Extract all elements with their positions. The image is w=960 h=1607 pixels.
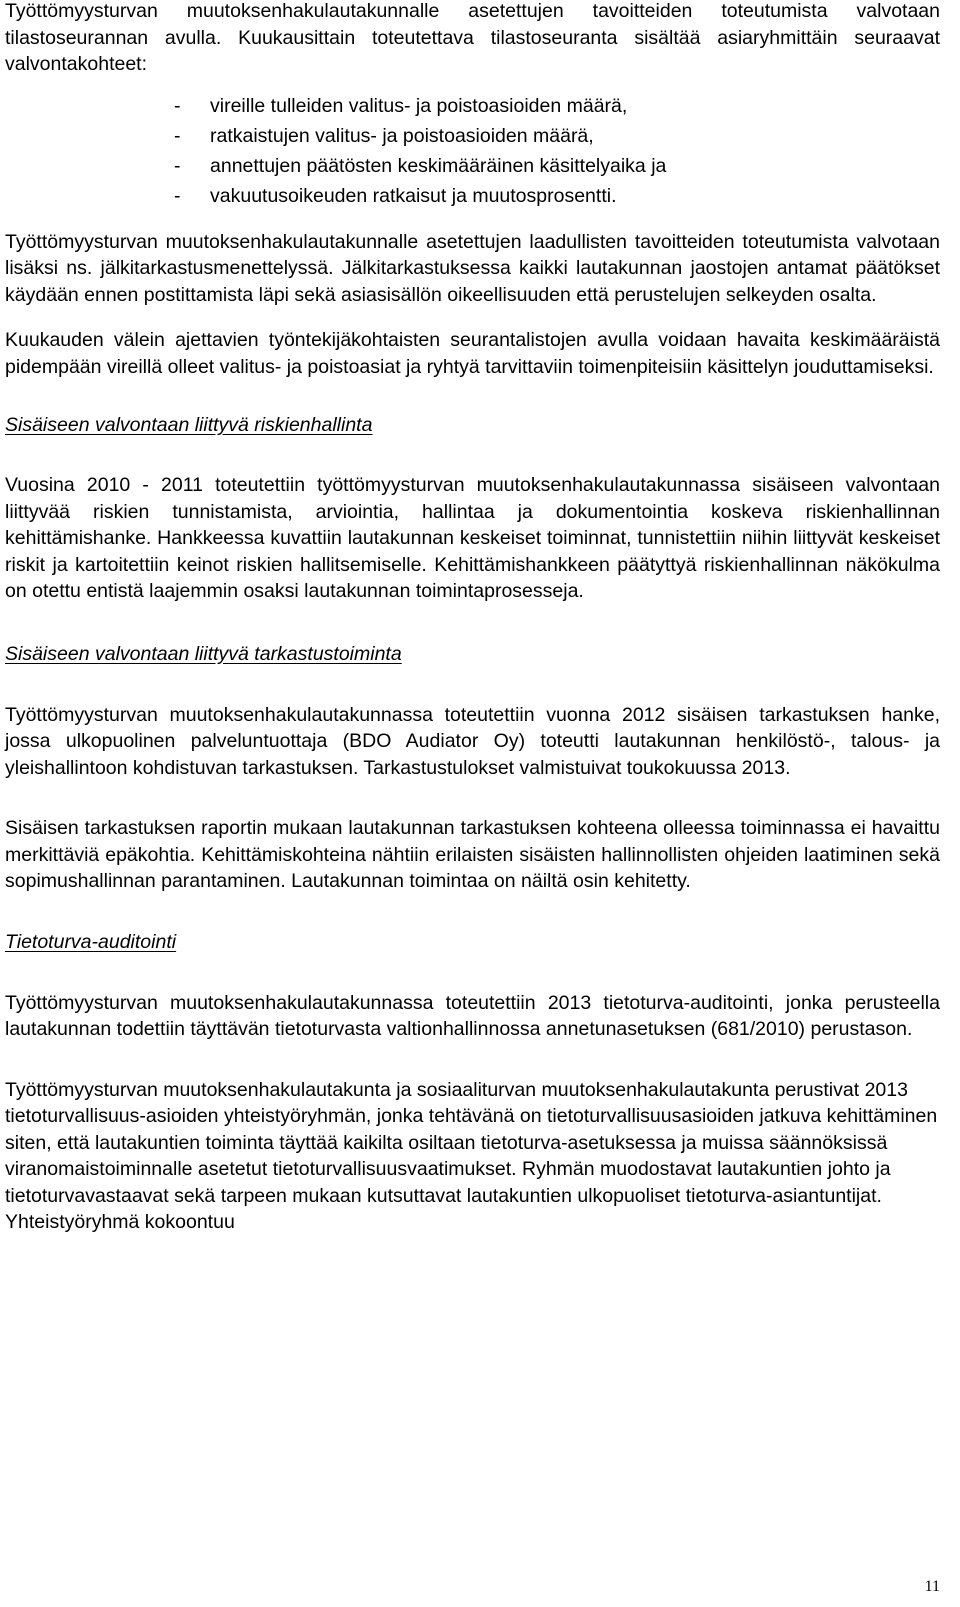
paragraph-statistics-monitoring: Työttömyysturvan muutoksenhakulautakunnalle asetettujen tavoitteiden toteutumista valvotaan tilastoseurannan avulla. Kuukausittain toteutettava tilastoseuranta sisältää asiaryhmittäin seuraavat valvontakohteet: (5, 0, 940, 75)
paragraph-security-working-group: Työttömyysturvan muutoksenhakulautakunta ja sosiaaliturvan muutoksenhakulautakunta perustivat 2013 tietoturvallisuus-asioiden yhteistyöryhmän, jonka tehtävänä on tietoturvallisuusasioiden jatkuva kehittäminen siten, että lautakuntien toiminta täyttää kaikilta osiltaan tietoturva-asetuksessa ja muissa säännöksissä viranomaistoiminnalle asetetut tietoturvallisuusvaatimukset. Ryhmän muodostavat lautakuntien johto ja tietoturvavastaavat sekä tarpeen mukaan kutsuttavat lautakuntien ulkopuoliset tietoturva-asiantuntijat. Yhteistyöryhmä kokoontuu (5, 1078, 938, 1233)
list-item: - ratkaistujen valitus- ja poistoasioiden määrä, (170, 121, 940, 151)
paragraph-audit-report: Sisäisen tarkastuksen raportin mukaan lautakunnan tarkastuksen kohteena olleessa toiminnassa ei havaittu merkittäviä epäkohtia. Kehittämiskohteina nähtiin erilaisten sisäisten hallinnollisten ohjeiden laatiminen sekä sopimushallinnan parantaminen. Lautakunnan toimintaa on näiltä osin kehitetty. (5, 817, 940, 892)
heading-internal-audit: Sisäiseen valvontaan liittyvä tarkastustoiminta (5, 642, 402, 665)
paragraph-monthly-lists: Kuukauden välein ajettavien työntekijäkohtaisten seurantalistojen avulla voidaan havaita keskimääräistä pidempään vireillä olleet valitus- ja poistoasiat ja ryhtyä tarvittaviin toimenpiteisiin käsittelyn jouduttamiseksi. (5, 329, 940, 378)
paragraph-security-audit: Työttömyysturvan muutoksenhakulautakunnassa toteutettiin 2013 tietoturva-auditointi, jonka perusteella lautakunnan todettiin täyttävän tietoturvasta valtionhallinnossa annetunasetuksen (681/2010) perustason. (5, 991, 940, 1040)
heading-security-audit: Tietoturva-auditointi (5, 930, 177, 953)
monitoring-targets-list (5, 91, 940, 211)
list-item: - vireille tulleiden valitus- ja poistoasioiden määrä, (170, 91, 940, 121)
document-page (5, 0, 940, 1236)
paragraph-internal-audit-project: Työttömyysturvan muutoksenhakulautakunnassa toteutettiin vuonna 2012 sisäisen tarkastuksen hanke, jossa ulkopuolinen palveluntuottaja (BDO Audiator Oy) toteutti lautakunnan henkilöstö-, talous- ja yleishallintoon kohdistuvan tarkastuksen. Tarkastustulokset valmistuivat toukokuussa 2013. (5, 703, 940, 779)
list-item: - annettujen päätösten keskimääräinen käsittelyaika ja (170, 151, 940, 181)
heading-risk-management: Sisäiseen valvontaan liittyvä riskienhallinta (5, 414, 373, 436)
list-item: - vakuutusoikeuden ratkaisut ja muutosprosentti. (170, 181, 940, 211)
paragraph-risk-management: Vuosina 2010 - 2011 toteutettiin työttömyysturvan muutoksenhakulautakunnassa sisäiseen valvontaan liittyvää riskien tunnistamista, arviointia, hallintaa ja dokumentointia koskeva riskienhallinnan kehittämishanke. Hankkeessa kuvattiin lautakunnan keskeiset toiminnat, tunnistettiin niihin liittyvät keskeiset riskit ja kartoitettiin keinot riskien hallitsemiselle. Kehittämishankkeen päätyttyä riskienhallinnan näkökulma on otettu entistä laajemmin osaksi lautakunnan toimintaprosesseja. (5, 474, 940, 602)
page-number: 11 (924, 1578, 940, 1595)
paragraph-quality-follow-up: Työttömyysturvan muutoksenhakulautakunnalle asetettujen laadullisten tavoitteiden toteutumista valvotaan lisäksi ns. jälkitarkastusmenettelyssä. Jälkitarkastuksessa kaikki lautakunnan jaostojen antamat päätökset käydään ennen postittamista läpi sekä asiasisällön oikeellisuuden että perustelujen selkeyden osalta. (5, 230, 940, 306)
